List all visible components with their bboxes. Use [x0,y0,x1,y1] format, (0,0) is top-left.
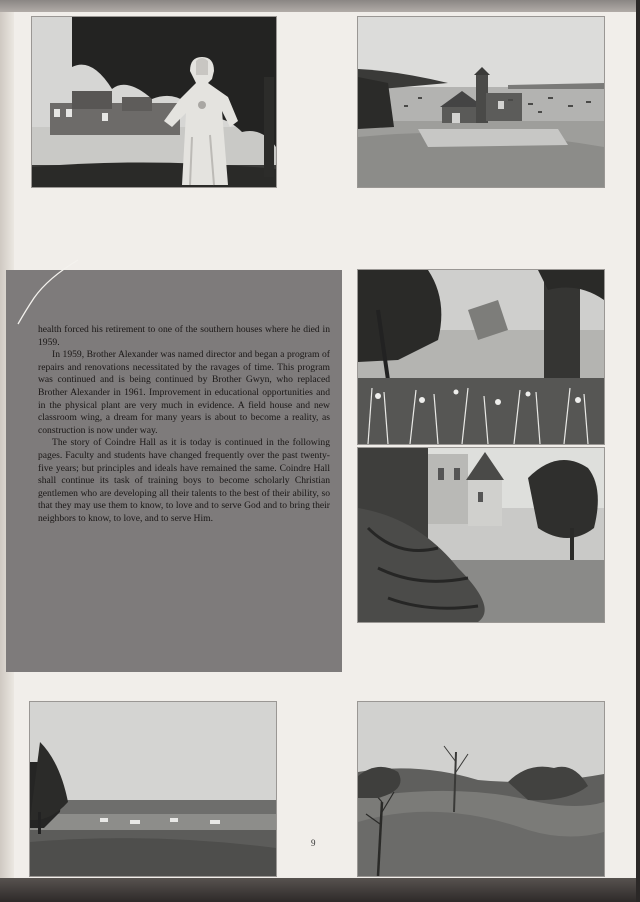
story-paragraph: health forced his retirement to one of the southern houses where he died in 1959. [38,324,330,348]
page-number: 9 [311,838,316,848]
binding-thread [8,258,88,328]
harbor-boathouse-photo [358,17,604,187]
story-paragraph: The story of Coindre Hall as it is today is continued in the following pages. Faculty and students have changed frequently over the past twenty-five years; but principles and ideals have remained the same. Coindre Hall shall continue its task of training boys to become scholarly Christian gentlemen who are developing all their talents to the best of their ability, so that they may use them to know, to love and to serve God and to bring their neighbors to know, to love, and to serve Him. [38,437,330,524]
album-right-edge [636,0,640,902]
story-paragraph: In 1959, Brother Alexander was named director and began a program of repairs and renovations necessitated by the ravages of time. This program was continued and is being continued by Brother Gwyn, who replaced Brother Alexander in 1961. Improvement in educational opportunities and in the physical plant are very much in evidence. A field house and new classroom wing, a dream for many years is about to become a reality, as construction is now under way. [38,349,330,436]
rolling-hill-photo [358,702,604,876]
story-text-panel [6,270,342,672]
statue-photo [32,17,276,187]
turret-building-photo [358,448,604,622]
field-shoreline-photo [30,702,276,876]
album-bottom-edge [0,878,640,902]
meadow-tree-photo [358,270,604,444]
story-text [38,324,330,526]
